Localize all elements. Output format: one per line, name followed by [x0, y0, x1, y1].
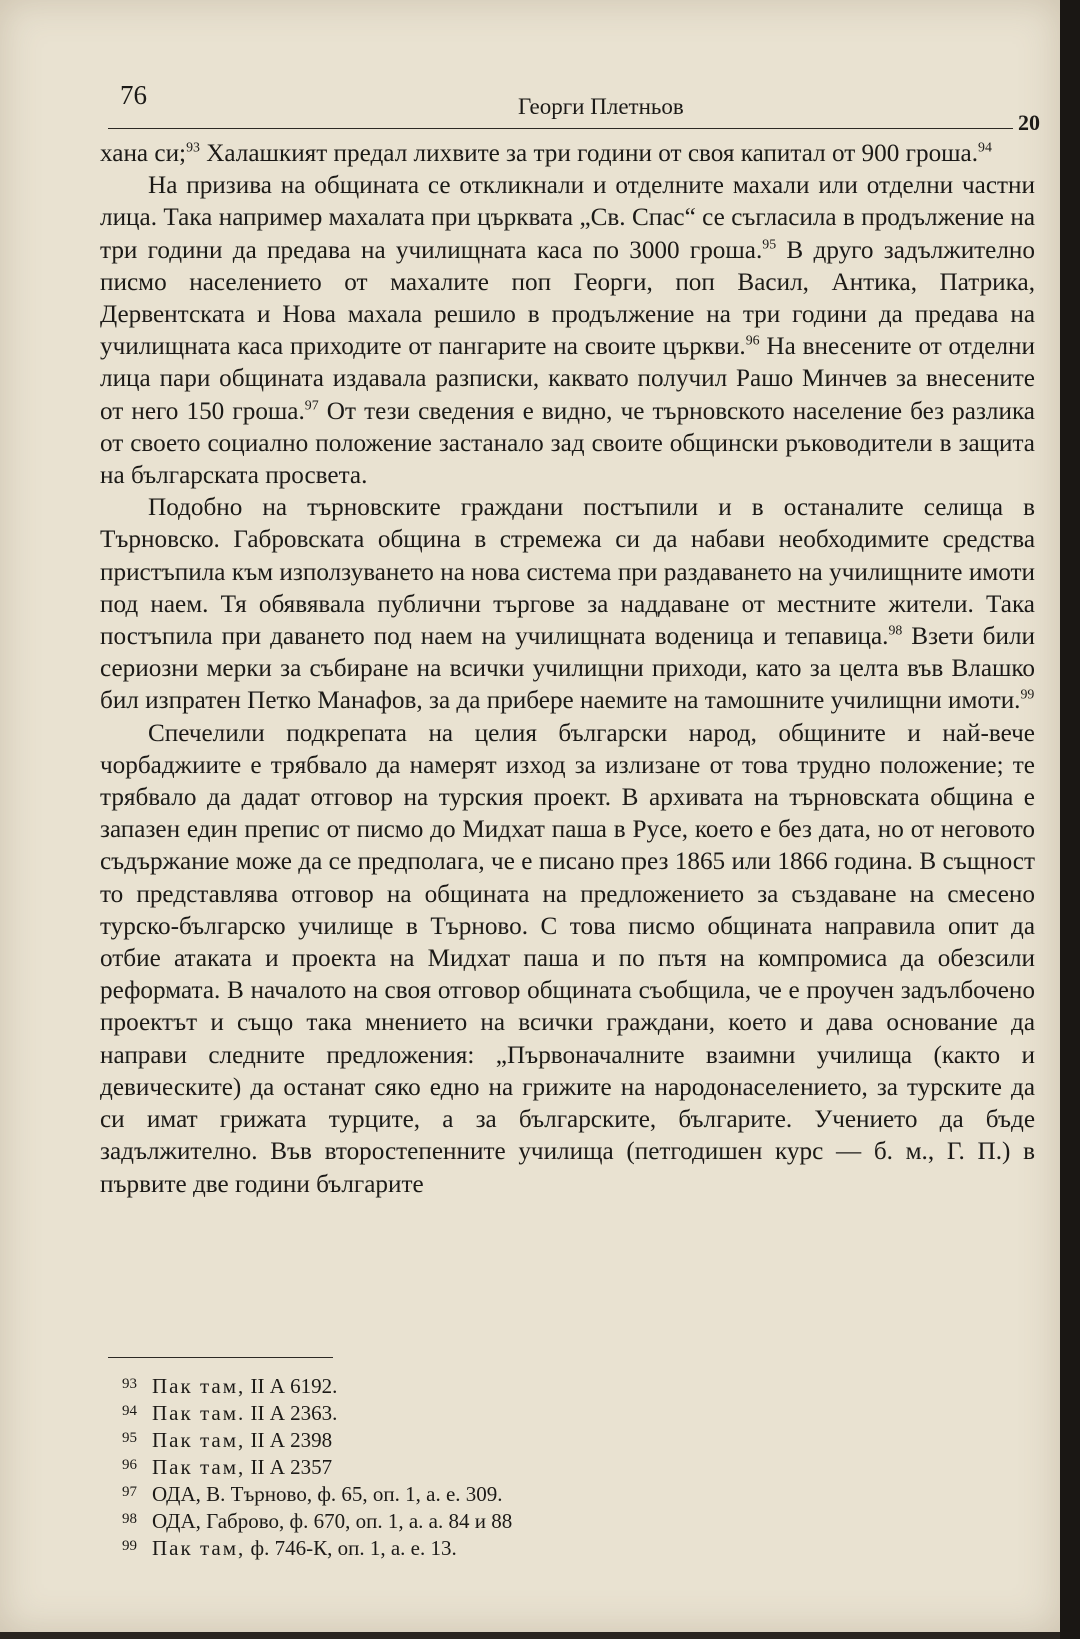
footnote-source: Пак там, [152, 1374, 246, 1398]
footnote-rule [108, 1357, 333, 1358]
page-header [108, 80, 1040, 135]
header-rule [108, 128, 1013, 129]
page-number: 76 [120, 80, 147, 110]
footnote-marker: 93 [186, 139, 200, 155]
footnote-marker: 94 [978, 139, 992, 155]
running-head: Георги Плетньов [518, 94, 684, 119]
paragraph-text: В друго задължително писмо населението от махалите поп Георги, поп Васил, Антика, Патрика, Дервентската и Нова махала решило в продължение на три години да предава на училищната каса приходите от пангарите на своите църкви. [100, 236, 1035, 361]
footnote [122, 1399, 822, 1426]
footnote-reference: ОДА, В. Търново, ф. 65, оп. 1, а. е. 309. [152, 1482, 503, 1506]
paragraph-text: Спечелили подкрепата на целия български народ, общините и най-вече чорбаджиите е трябвало да намерят изход за излизане от това трудно положение; те трябвало да дадат отговор на турския проект. В архивата на търновската община е запазен един препис от писмо до Мидхат паша в Русе, което е без дата, но от неговото съдържание може да се предполага, че е писано през 1865 или 1866 година. В същност то представлява отговор на общината на предложението за създаване на смесено турско-българско училище в Търново. С това писмо общината направила опит да отбие атаката и проекта на Мидхат паша и по пътя на компромиса да обезсили реформата. В началото на своя отговор общината съобщила, че е проучен задълбочено проектът и също така мнението на всички граждани, което и дава основание да направи следните предложения: „Първоначалните взаимни училища (както и девическите) да останат сяко едно на грижите на народонаселението, за турските да си имат грижата турците, а за българските, българите. Учението да бъде задължително. Във второстепенните училища (петгодишен курс — б. м., Г. П.) в първите две години българите [100, 719, 1035, 1198]
footnote-source: Пак там, [152, 1536, 246, 1560]
footnote-reference: II А 2357 [245, 1455, 333, 1479]
footnote-number: 94 [122, 1403, 137, 1419]
footnote-reference: II А 6192. [245, 1374, 338, 1398]
footnote [122, 1507, 822, 1534]
footnote [122, 1426, 822, 1453]
paragraph-text: На внесените от отделни лица пари общината издавала разписки, каквато получил Рашо Минчев за внесените от него 150 гроша. [100, 333, 1035, 425]
footnote-source: Пак там, [152, 1455, 246, 1479]
footnote-number: 99 [122, 1538, 137, 1554]
footnote-number: 98 [122, 1511, 137, 1527]
paragraph [100, 718, 1035, 1201]
paragraph [100, 170, 1035, 492]
footnote [122, 1480, 822, 1507]
footnote-marker: 95 [762, 236, 777, 252]
footnote-number: 96 [122, 1457, 137, 1473]
paragraph-text: Подобно на търновските граждани постъпили и в останалите селища в Търновско. Габровската община в стремежа си да набави необходимите средства пристъпила към използуването на нова система при раздаването на училищните имоти под наем. Тя обявявала публични търгове за наддаване от местните жители. Така постъпила при даването под наем на училищната воденица и тепавица. [100, 494, 1035, 651]
paragraph [100, 492, 1035, 717]
paragraph [100, 138, 1035, 170]
body-text [100, 138, 1035, 1201]
paragraph-text: хана си; [100, 140, 187, 167]
footnote-reference: II А 2398 [245, 1428, 333, 1452]
footnote-number: 93 [122, 1376, 137, 1392]
paragraph-text: На призива на общината се откликнали и отделните махали или отделни частни лица. Така например махалата при църквата „Св. Спас“ се съгласила в продължение на три години да предава на училищната каса по 3000 гроша. [100, 172, 1035, 264]
footnote [122, 1534, 822, 1561]
footnote-reference: ОДА, Габрово, ф. 670, оп. 1, а. а. 84 и 88 [152, 1509, 513, 1533]
footnote-source: Пак там. [152, 1401, 246, 1425]
footnote-reference: II А 2363. [245, 1401, 338, 1425]
footnote-source: Пак там, [152, 1428, 246, 1452]
adjacent-page-number: 20 [1018, 110, 1040, 135]
footnote-number: 95 [122, 1430, 137, 1446]
footnote [122, 1372, 822, 1399]
adjacent-page-edge [1060, 0, 1080, 1639]
footnote-number: 97 [122, 1484, 137, 1500]
footnotes [122, 1372, 822, 1561]
footnote-marker: 97 [304, 397, 319, 413]
paragraph-text: Халашкият предал лихвите за три години от своя капитал от 900 гроша. [199, 140, 979, 167]
footnote [122, 1453, 822, 1480]
footnote-marker: 96 [745, 332, 760, 348]
footnote-marker: 98 [888, 622, 903, 638]
footnote-reference: ф. 746-К, оп. 1, а. е. 13. [245, 1536, 457, 1560]
footnote-marker: 99 [1020, 687, 1035, 703]
paragraph-text: Взети били сериозни мерки за събиране на всички училищни приходи, като за целта във Влашко бил изпратен Петко Манафов, за да прибере наемите на тамошните училищни имоти. [100, 623, 1035, 715]
paragraph-text: От тези сведения е видно, че търновското население без разлика от своето социално положение застанало зад своите общински ръководители в защита на българската просвета. [100, 397, 1035, 490]
